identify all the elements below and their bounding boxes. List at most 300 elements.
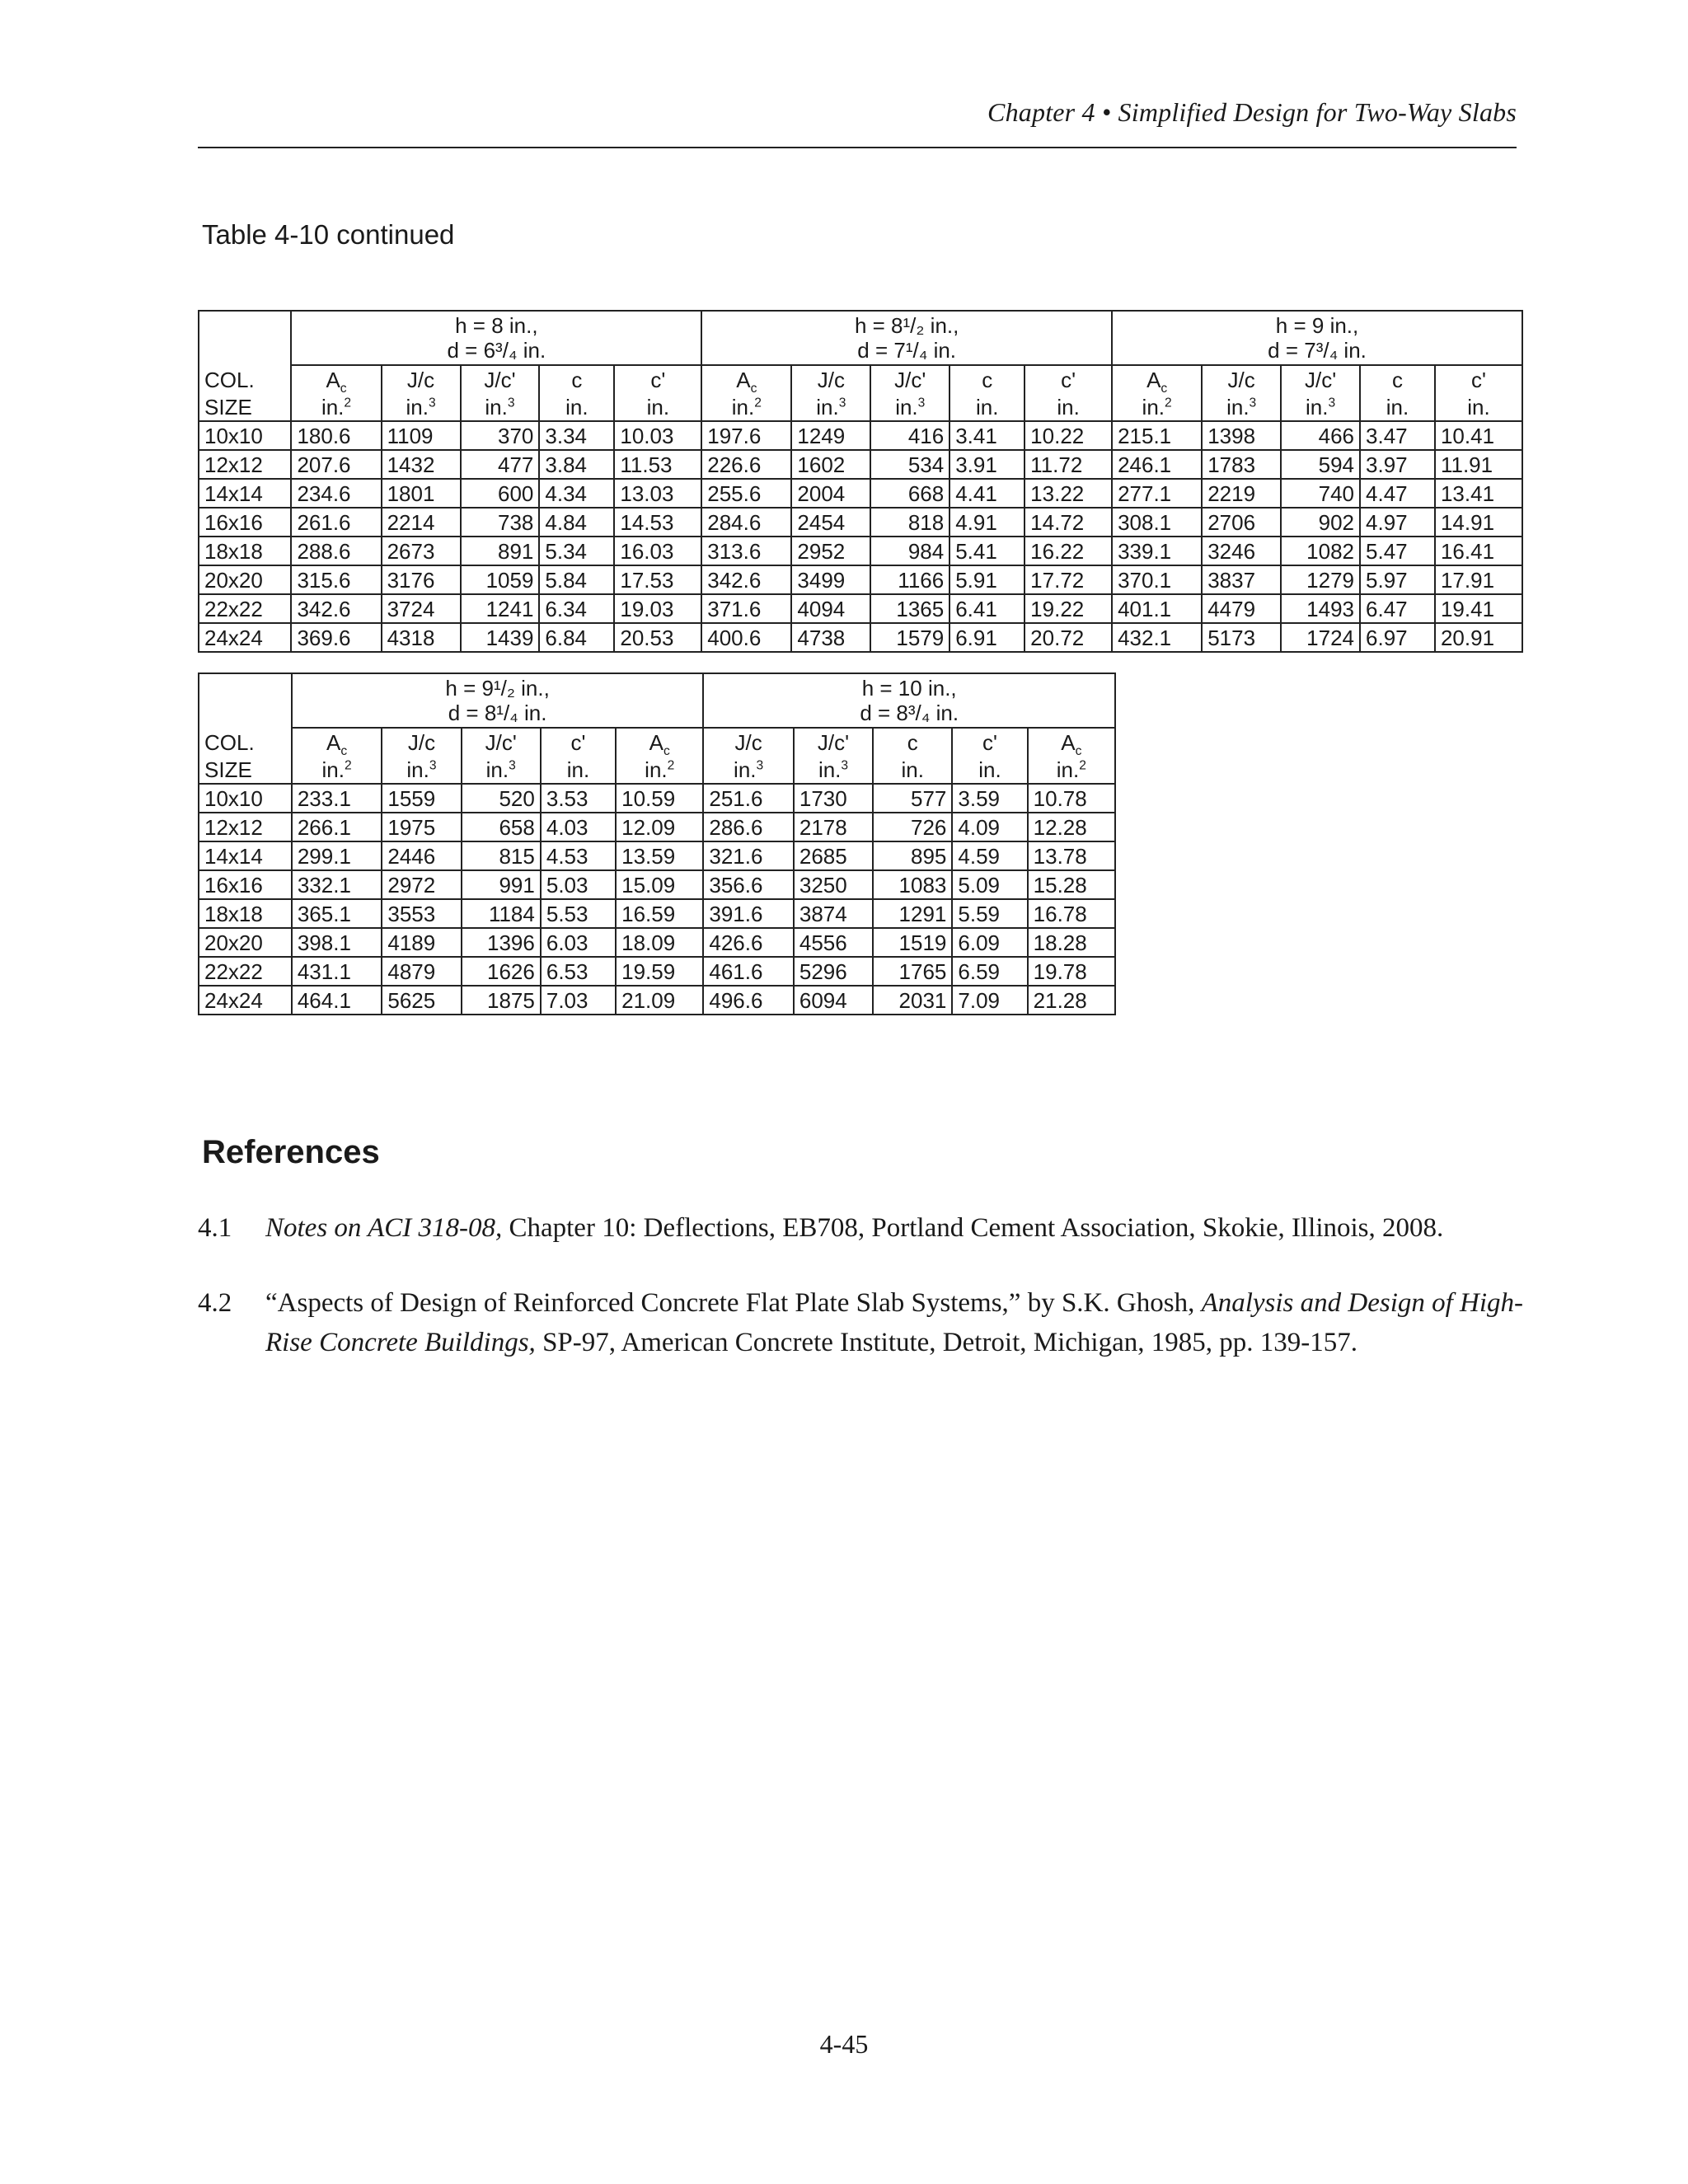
- unit-exponent: 3: [507, 396, 515, 410]
- value-cell: 1241: [461, 594, 540, 623]
- value-cell: 461.6: [703, 957, 794, 986]
- reference-title-italic: Analysis and Design of High-Rise Concrete Buildings,: [265, 1288, 1524, 1357]
- unit-exponent: 2: [344, 396, 352, 410]
- value-cell: 5.84: [539, 565, 614, 594]
- unit-text: in.: [566, 757, 590, 782]
- value-cell: 1365: [870, 594, 950, 623]
- value-cell: 5.34: [539, 537, 614, 565]
- value-cell: 466: [1281, 421, 1360, 450]
- unit-text: in.: [485, 395, 508, 419]
- value-cell: 16.22: [1025, 537, 1112, 565]
- value-cell: 3553: [382, 899, 461, 928]
- value-cell: 902: [1281, 508, 1360, 537]
- column-size-cell: 22x22: [199, 594, 291, 623]
- value-cell: 20.53: [614, 623, 701, 652]
- reference-detail: “Aspects of Design of Reinforced Concrete Flat Plate Slab Systems,” by S.K. Ghosh,: [265, 1288, 1202, 1318]
- value-cell: 15.28: [1028, 870, 1115, 899]
- table-row: [199, 623, 1522, 652]
- value-cell: 1519: [873, 928, 952, 957]
- value-cell: 1291: [873, 899, 952, 928]
- column-symbol: [1112, 365, 1202, 393]
- value-cell: 21.09: [616, 986, 703, 1015]
- symbol-text: c': [982, 730, 997, 755]
- symbol-text: A: [1061, 730, 1076, 755]
- unit-text: in.: [978, 757, 1001, 782]
- column-symbol: [703, 728, 794, 756]
- symbol-text: A: [1146, 368, 1161, 392]
- unit-exponent: 2: [754, 396, 762, 410]
- column-unit: [703, 756, 794, 784]
- slab-thickness-label: h = 8¹/₂ in.,: [854, 313, 959, 338]
- table-row: [199, 784, 1115, 813]
- value-cell: 4479: [1202, 594, 1281, 623]
- value-cell: 818: [870, 508, 950, 537]
- reference-detail: SP-97, American Concrete Institute, Detroit, Michigan, 1985, pp. 139-157.: [535, 1328, 1357, 1357]
- slab-thickness-label: h = 9¹/₂ in.,: [445, 676, 550, 701]
- column-unit: [870, 393, 950, 421]
- unit-text: in.: [1056, 757, 1080, 782]
- column-symbol: [539, 365, 614, 393]
- slab-group-header: [292, 673, 704, 728]
- value-cell: 13.41: [1435, 479, 1522, 508]
- value-cell: 6.84: [539, 623, 614, 652]
- table-row: [199, 899, 1115, 928]
- column-size-cell: 22x22: [199, 957, 292, 986]
- value-cell: 1975: [382, 813, 461, 841]
- symbol-text: c': [1471, 368, 1486, 392]
- column-unit: [539, 393, 614, 421]
- unit-text: in.: [565, 395, 588, 419]
- value-cell: 5625: [382, 986, 461, 1015]
- symbol-text: J/c': [1304, 368, 1337, 392]
- column-unit: [791, 393, 870, 421]
- table-row: [199, 928, 1115, 957]
- unit-text: in.: [1467, 395, 1490, 419]
- value-cell: 13.78: [1028, 841, 1115, 870]
- column-size-cell: 20x20: [199, 928, 292, 957]
- value-cell: 534: [870, 450, 950, 479]
- value-cell: 12.09: [616, 813, 703, 841]
- table-row: [199, 508, 1522, 537]
- unit-text: in.: [734, 757, 757, 782]
- table-row: [199, 813, 1115, 841]
- table-row: [199, 594, 1522, 623]
- value-cell: 6.03: [541, 928, 616, 957]
- value-cell: 277.1: [1112, 479, 1202, 508]
- symbol-text: J/c: [1227, 368, 1255, 392]
- col-size-header: COL.: [199, 728, 292, 756]
- column-unit: [873, 756, 952, 784]
- value-cell: 477: [461, 450, 540, 479]
- value-cell: 3.41: [950, 421, 1025, 450]
- value-cell: 19.41: [1435, 594, 1522, 623]
- unit-text: in.: [406, 395, 429, 419]
- unit-text: in.: [731, 395, 755, 419]
- value-cell: 4.41: [950, 479, 1025, 508]
- value-cell: 6.91: [950, 623, 1025, 652]
- value-cell: 4189: [382, 928, 461, 957]
- col-size-header: SIZE: [199, 756, 292, 784]
- value-cell: 1166: [870, 565, 950, 594]
- value-cell: 4.84: [539, 508, 614, 537]
- symbol-header-row: [199, 365, 1522, 393]
- value-cell: 3.53: [541, 784, 616, 813]
- value-cell: 13.22: [1025, 479, 1112, 508]
- value-cell: 17.53: [614, 565, 701, 594]
- value-cell: 1875: [462, 986, 541, 1015]
- value-cell: 5.91: [950, 565, 1025, 594]
- value-cell: 7.09: [952, 986, 1027, 1015]
- value-cell: 984: [870, 537, 950, 565]
- unit-text: in.: [895, 395, 918, 419]
- value-cell: 19.78: [1028, 957, 1115, 986]
- col-size-header: SIZE: [199, 393, 291, 421]
- value-cell: 726: [873, 813, 952, 841]
- symbol-text: c': [650, 368, 666, 392]
- symbol-header-row: [199, 728, 1115, 756]
- value-cell: 370.1: [1112, 565, 1202, 594]
- value-cell: 288.6: [291, 537, 381, 565]
- value-cell: 11.53: [614, 450, 701, 479]
- value-cell: 4.97: [1360, 508, 1435, 537]
- column-symbol: [791, 365, 870, 393]
- slab-group-header: [701, 311, 1112, 365]
- unit-exponent: 2: [1079, 758, 1086, 773]
- value-cell: 16.41: [1435, 537, 1522, 565]
- column-symbol: [382, 728, 461, 756]
- unit-exponent: 3: [428, 396, 436, 410]
- slab-thickness-label: h = 10 in.,: [861, 676, 957, 701]
- value-cell: 5.09: [952, 870, 1027, 899]
- column-unit: [950, 393, 1025, 421]
- value-cell: 3.34: [539, 421, 614, 450]
- value-cell: 594: [1281, 450, 1360, 479]
- value-cell: 197.6: [701, 421, 791, 450]
- slab-thickness-label: h = 8 in.,: [455, 313, 538, 338]
- value-cell: 19.03: [614, 594, 701, 623]
- unit-text: in.: [645, 757, 668, 782]
- value-cell: 426.6: [703, 928, 794, 957]
- column-symbol: [616, 728, 703, 756]
- value-cell: 17.72: [1025, 565, 1112, 594]
- value-cell: 4318: [382, 623, 461, 652]
- symbol-text: c': [1061, 368, 1076, 392]
- column-unit: [462, 756, 541, 784]
- column-unit: [1202, 393, 1281, 421]
- table-4-10-part-2: [198, 673, 1116, 1015]
- value-cell: 10.78: [1028, 784, 1115, 813]
- value-cell: 11.91: [1435, 450, 1522, 479]
- slab-group-header: [291, 311, 701, 365]
- value-cell: 5.03: [541, 870, 616, 899]
- value-cell: 391.6: [703, 899, 794, 928]
- column-size-cell: 16x16: [199, 508, 291, 537]
- column-unit: [1112, 393, 1202, 421]
- value-cell: 11.72: [1025, 450, 1112, 479]
- value-cell: 20.91: [1435, 623, 1522, 652]
- value-cell: 10.41: [1435, 421, 1522, 450]
- value-cell: 3837: [1202, 565, 1281, 594]
- reference-number: 4.2: [198, 1288, 232, 1318]
- group-header-row: [199, 673, 1115, 728]
- column-symbol: [950, 365, 1025, 393]
- symbol-subscript: c: [750, 382, 757, 393]
- value-cell: 991: [462, 870, 541, 899]
- value-cell: 313.6: [701, 537, 791, 565]
- unit-text: in.: [1386, 395, 1409, 419]
- unit-text: in.: [485, 757, 509, 782]
- unit-text: in.: [1057, 395, 1080, 419]
- column-symbol: [1360, 365, 1435, 393]
- effective-depth-label: d = 8¹/₄ in.: [448, 701, 547, 725]
- group-header-row: [199, 311, 1522, 365]
- value-cell: 266.1: [292, 813, 382, 841]
- value-cell: 16.59: [616, 899, 703, 928]
- value-cell: 3.47: [1360, 421, 1435, 450]
- unit-text: in.: [1142, 395, 1165, 419]
- value-cell: 6.53: [541, 957, 616, 986]
- value-cell: 1083: [873, 870, 952, 899]
- value-cell: 18.09: [616, 928, 703, 957]
- value-cell: 370: [461, 421, 540, 450]
- value-cell: 16.78: [1028, 899, 1115, 928]
- value-cell: 3724: [382, 594, 461, 623]
- column-size-cell: 10x10: [199, 784, 292, 813]
- value-cell: 1184: [462, 899, 541, 928]
- value-cell: 369.6: [291, 623, 381, 652]
- column-symbol: [541, 728, 616, 756]
- col-size-header: COL.: [199, 365, 291, 393]
- unit-text: in.: [818, 757, 842, 782]
- table-row: [199, 841, 1115, 870]
- unit-exponent: 3: [756, 758, 764, 773]
- value-cell: 3250: [794, 870, 873, 899]
- running-header: [198, 97, 1517, 148]
- value-cell: 299.1: [292, 841, 382, 870]
- value-cell: 3.91: [950, 450, 1025, 479]
- value-cell: 16.03: [614, 537, 701, 565]
- value-cell: 4879: [382, 957, 461, 986]
- column-symbol: [870, 365, 950, 393]
- value-cell: 2214: [382, 508, 461, 537]
- column-size-cell: 14x14: [199, 841, 292, 870]
- value-cell: 1249: [791, 421, 870, 450]
- unit-text: in.: [1305, 395, 1329, 419]
- value-cell: 1398: [1202, 421, 1281, 450]
- symbol-text: J/c: [406, 368, 435, 392]
- value-cell: 3246: [1202, 537, 1281, 565]
- column-unit: [541, 756, 616, 784]
- table-row: [199, 537, 1522, 565]
- column-size-cell: 12x12: [199, 450, 291, 479]
- value-cell: 20.72: [1025, 623, 1112, 652]
- unit-text: in.: [406, 757, 429, 782]
- value-cell: 207.6: [291, 450, 381, 479]
- reference-text: [265, 1283, 1525, 1362]
- symbol-text: A: [736, 368, 751, 392]
- column-symbol: [1281, 365, 1360, 393]
- table-row: [199, 986, 1115, 1015]
- value-cell: 10.22: [1025, 421, 1112, 450]
- value-cell: 14.72: [1025, 508, 1112, 537]
- page-number: 4-45: [819, 2029, 869, 2059]
- table-row: [199, 870, 1115, 899]
- reference-text: [265, 1208, 1525, 1248]
- value-cell: 5.97: [1360, 565, 1435, 594]
- value-cell: 12.28: [1028, 813, 1115, 841]
- value-cell: 308.1: [1112, 508, 1202, 537]
- table-row: [199, 957, 1115, 986]
- value-cell: 342.6: [291, 594, 381, 623]
- value-cell: 4.47: [1360, 479, 1435, 508]
- value-cell: 577: [873, 784, 952, 813]
- table-caption: Table 4-10 continued: [202, 219, 455, 250]
- value-cell: 3.84: [539, 450, 614, 479]
- value-cell: 286.6: [703, 813, 794, 841]
- unit-header-row: [199, 393, 1522, 421]
- reference-item-4-1: [198, 1208, 1525, 1248]
- value-cell: 261.6: [291, 508, 381, 537]
- value-cell: 432.1: [1112, 623, 1202, 652]
- value-cell: 2454: [791, 508, 870, 537]
- symbol-text: A: [326, 368, 340, 392]
- value-cell: 233.1: [292, 784, 382, 813]
- value-cell: 520: [462, 784, 541, 813]
- value-cell: 356.6: [703, 870, 794, 899]
- symbol-text: J/c': [485, 730, 517, 755]
- unit-exponent: 3: [1328, 396, 1336, 410]
- value-cell: 1602: [791, 450, 870, 479]
- column-unit: [1435, 393, 1522, 421]
- value-cell: 19.22: [1025, 594, 1112, 623]
- value-cell: 2446: [382, 841, 461, 870]
- symbol-text: c: [1391, 368, 1403, 392]
- value-cell: 1559: [382, 784, 461, 813]
- value-cell: 4.53: [541, 841, 616, 870]
- value-cell: 4.34: [539, 479, 614, 508]
- value-cell: 1109: [382, 421, 461, 450]
- unit-exponent: 3: [838, 396, 846, 410]
- symbol-subscript: c: [340, 382, 347, 393]
- value-cell: 1626: [462, 957, 541, 986]
- value-cell: 4.03: [541, 813, 616, 841]
- value-cell: 21.28: [1028, 986, 1115, 1015]
- column-symbol: [952, 728, 1027, 756]
- value-cell: 315.6: [291, 565, 381, 594]
- value-cell: 19.59: [616, 957, 703, 986]
- value-cell: 6.47: [1360, 594, 1435, 623]
- column-size-cell: 10x10: [199, 421, 291, 450]
- value-cell: 400.6: [701, 623, 791, 652]
- column-unit: [1281, 393, 1360, 421]
- column-symbol: [614, 365, 701, 393]
- value-cell: 18.28: [1028, 928, 1115, 957]
- value-cell: 5.53: [541, 899, 616, 928]
- slab-group-header: [703, 673, 1115, 728]
- unit-text: in.: [646, 395, 670, 419]
- reference-detail: Chapter 10: Deflections, EB708, Portland Cement Association, Skokie, Illinois, 2008.: [502, 1213, 1444, 1243]
- column-unit: [614, 393, 701, 421]
- value-cell: 1059: [461, 565, 540, 594]
- value-cell: 246.1: [1112, 450, 1202, 479]
- value-cell: 5296: [794, 957, 873, 986]
- value-cell: 1730: [794, 784, 873, 813]
- value-cell: 180.6: [291, 421, 381, 450]
- unit-exponent: 3: [1249, 396, 1257, 410]
- value-cell: 2706: [1202, 508, 1281, 537]
- unit-exponent: 3: [841, 758, 849, 773]
- value-cell: 815: [462, 841, 541, 870]
- value-cell: 7.03: [541, 986, 616, 1015]
- value-cell: 668: [870, 479, 950, 508]
- effective-depth-label: d = 7³/₄ in.: [1268, 338, 1367, 363]
- unit-text: in.: [816, 395, 839, 419]
- reference-number: 4.1: [198, 1213, 232, 1243]
- value-cell: 6.59: [952, 957, 1027, 986]
- column-unit: [461, 393, 540, 421]
- column-unit: [616, 756, 703, 784]
- value-cell: 464.1: [292, 986, 382, 1015]
- table-4-10-part-1: [198, 310, 1523, 653]
- chapter-title: Chapter 4 • Simplified Design for Two-Way Slabs: [987, 97, 1517, 127]
- unit-header-row: [199, 756, 1115, 784]
- value-cell: 1801: [382, 479, 461, 508]
- value-cell: 2004: [791, 479, 870, 508]
- column-unit: [292, 756, 382, 784]
- value-cell: 5173: [1202, 623, 1281, 652]
- value-cell: 5.59: [952, 899, 1027, 928]
- value-cell: 1493: [1281, 594, 1360, 623]
- value-cell: 3874: [794, 899, 873, 928]
- value-cell: 658: [462, 813, 541, 841]
- corner-cell: [199, 673, 292, 728]
- column-size-cell: 18x18: [199, 899, 292, 928]
- value-cell: 4.91: [950, 508, 1025, 537]
- value-cell: 1432: [382, 450, 461, 479]
- value-cell: 332.1: [292, 870, 382, 899]
- value-cell: 2952: [791, 537, 870, 565]
- value-cell: 1439: [461, 623, 540, 652]
- value-cell: 2178: [794, 813, 873, 841]
- value-cell: 251.6: [703, 784, 794, 813]
- table-row: [199, 450, 1522, 479]
- symbol-subscript: c: [1075, 744, 1082, 756]
- value-cell: 6094: [794, 986, 873, 1015]
- column-size-cell: 14x14: [199, 479, 291, 508]
- slab-thickness-label: h = 9 in.,: [1275, 313, 1359, 338]
- references-heading: References: [202, 1134, 380, 1170]
- symbol-text: A: [649, 730, 664, 755]
- unit-exponent: 3: [509, 758, 516, 773]
- corner-cell: [199, 311, 291, 365]
- symbol-text: J/c': [894, 368, 926, 392]
- value-cell: 3499: [791, 565, 870, 594]
- value-cell: 4738: [791, 623, 870, 652]
- value-cell: 4.09: [952, 813, 1027, 841]
- value-cell: 4094: [791, 594, 870, 623]
- symbol-text: J/c': [484, 368, 516, 392]
- symbol-text: c: [982, 368, 993, 392]
- symbol-text: A: [326, 730, 341, 755]
- value-cell: 2685: [794, 841, 873, 870]
- value-cell: 401.1: [1112, 594, 1202, 623]
- value-cell: 2972: [382, 870, 461, 899]
- column-symbol: [292, 728, 382, 756]
- unit-exponent: 3: [429, 758, 437, 773]
- value-cell: 431.1: [292, 957, 382, 986]
- value-cell: 365.1: [292, 899, 382, 928]
- unit-text: in.: [1226, 395, 1250, 419]
